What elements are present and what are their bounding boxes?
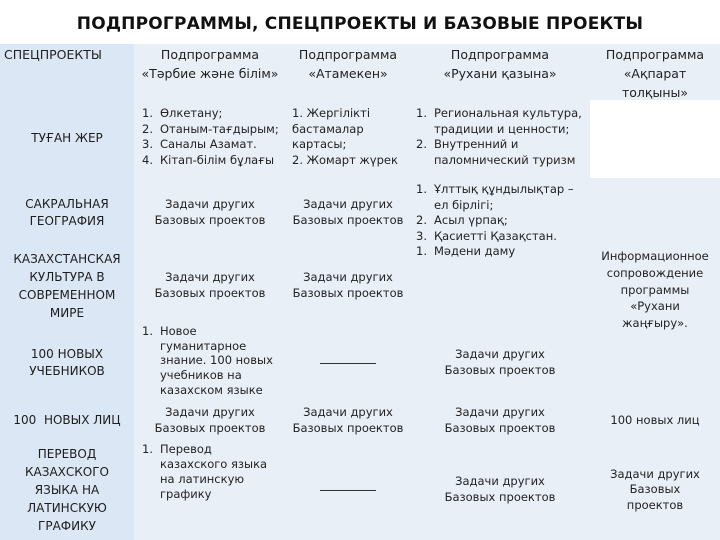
header-tarbie: [134, 44, 286, 100]
tugan-zher-atameken-line2: бастамалар: [292, 121, 364, 136]
latin-tarbie-list: [142, 442, 282, 502]
tugan-zher-rukhani-item-text: Внутренний и паломнический туризм: [434, 137, 576, 167]
header-atameken-line1: Подпрограмма: [298, 47, 398, 62]
tugan-zher-rukhani-list: [416, 106, 586, 168]
faces-rukhani: [410, 402, 590, 440]
tugan-zher-rukhani-item: [416, 137, 586, 168]
row-head-kaz-culture-line2: КУЛЬТУРА В: [29, 270, 105, 284]
header-rukhani: [410, 44, 590, 100]
tugan-zher-tarbie-item-number: 4.: [142, 152, 153, 167]
tugan-zher-tarbie-item: [142, 106, 284, 122]
sacral-rukhani-item: [416, 244, 586, 260]
sacral-rukhani-item: [416, 213, 586, 229]
row-head-latin: [0, 440, 134, 540]
sacral-rukhani-item-text: Мәдени даму: [434, 244, 516, 259]
textbooks-atameken-dash: [320, 362, 376, 364]
header-tarbie-line1: Подпрограмма: [160, 47, 260, 62]
header-akparat-line2: «Ақпарат: [623, 65, 687, 81]
textbooks-tarbie-list: [142, 324, 282, 398]
tugan-zher-tarbie-item-text: Отаным-тағдырым;: [160, 121, 279, 136]
row-head-sacral-line1: САКРАЛЬНАЯ: [25, 196, 109, 211]
sacral-atameken-text: Задачи других Базовых проектов: [292, 197, 404, 227]
faces-rukhani-text: Задачи других Базовых проектов: [444, 405, 556, 435]
faces-atameken: [286, 402, 410, 440]
row-head-latin-line4: ЛАТИНСКУЮ: [27, 501, 107, 515]
row-head-kaz-culture-line4: МИРЕ: [49, 306, 85, 320]
sacral-rukhani-item-text: Ұлттық құндылықтар – ел бірлігі;: [434, 182, 574, 212]
textbooks-tarbie-item: [142, 324, 282, 398]
latin-akparat: [590, 440, 720, 540]
tugan-zher-atameken-line3: картасы;: [292, 137, 347, 152]
latin-atameken-dash: [320, 489, 376, 491]
latin-rukhani: [410, 440, 590, 540]
row-head-textbooks-line2: УЧЕБНИКОВ: [29, 364, 105, 378]
row-head-faces-label: 100 НОВЫХ ЛИЦ: [13, 413, 121, 428]
tugan-zher-atameken-line1: 1. Жергілікті: [292, 106, 371, 120]
faces-tarbie-text: Задачи других Базовых проектов: [154, 405, 266, 435]
tugan-zher-tarbie-item-number: 3.: [142, 137, 153, 152]
latin-tarbie-item-text: Перевод казахского языка на латинскую графику: [160, 442, 268, 501]
textbooks-atameken: [286, 324, 410, 402]
sacral-tarbie-text: Задачи других Базовых проектов: [154, 197, 266, 227]
tugan-zher-rukhani-item: [416, 106, 586, 137]
row-head-textbooks: [0, 324, 134, 402]
sacral-rukhani-item-text: Қасиетті Қазақстан.: [434, 228, 557, 243]
tugan-zher-tarbie: [134, 100, 286, 178]
latin-rukhani-text: Задачи других Базовых проектов: [444, 474, 556, 504]
header-akparat: [590, 44, 720, 100]
textbooks-rukhani: [410, 324, 590, 402]
row-head-latin-line2: КАЗАХСКОГО: [25, 465, 109, 479]
header-akparat-line3: толқыны»: [621, 84, 689, 100]
tugan-zher-tarbie-item: [142, 153, 284, 169]
sacral-tarbie: [134, 178, 286, 248]
tugan-zher-tarbie-item-number: 2.: [142, 121, 153, 136]
row-head-latin-line3: ЯЗЫКА НА: [34, 483, 100, 497]
header-spec-projects: [0, 44, 134, 100]
sacral-rukhani-item-number: 1.: [416, 182, 427, 196]
header-rukhani-line1: Подпрограмма: [450, 47, 550, 62]
header-atameken: [286, 44, 410, 100]
tugan-zher-atameken: [286, 100, 410, 178]
row-head-textbooks-line1: 100 НОВЫХ: [30, 346, 104, 361]
faces-atameken-text: Задачи других Базовых проектов: [292, 405, 404, 435]
header-akparat-line1: Подпрограмма: [605, 47, 705, 62]
sacral-kaz-culture-rukhani: [410, 178, 590, 324]
latin-tarbie-item: [142, 442, 282, 502]
sacral-rukhani-item: [416, 229, 586, 245]
tugan-zher-rukhani-item-number: 2.: [416, 137, 427, 152]
row-head-kaz-culture: [0, 248, 134, 324]
header-tarbie-line2: «Тәрбие және білім»: [141, 65, 279, 81]
row-head-tugan-zher-label: ТУҒАН ЖЕР: [31, 131, 103, 146]
row-head-kaz-culture-line3: СОВРЕМЕННОМ: [18, 288, 116, 302]
textbooks-tarbie-item-number: 1.: [142, 324, 153, 338]
tugan-zher-rukhani-item-number: 1.: [416, 106, 427, 120]
latin-akparat-text: Задачи других Базовых проектов: [610, 466, 700, 512]
row-head-sacral: [0, 178, 134, 248]
tugan-zher-tarbie-list: [142, 106, 284, 168]
kaz-culture-atameken: [286, 248, 410, 324]
row-head-tugan-zher: [0, 100, 134, 178]
sacral-akparat: [590, 178, 720, 402]
textbooks-rukhani-text: Задачи других Базовых проектов: [444, 347, 556, 377]
row-head-latin-line1: ПЕРЕВОД: [37, 447, 97, 461]
latin-tarbie-item-number: 1.: [142, 442, 153, 456]
sacral-rukhani-list: [416, 182, 586, 260]
tugan-zher-atameken-line4: 2. Жомарт жүрек: [292, 152, 398, 167]
tugan-zher-tarbie-item-text: Кітап-білім бұлағы: [160, 152, 275, 167]
kaz-culture-atameken-text: Задачи других Базовых проектов: [292, 270, 404, 300]
faces-tarbie: [134, 402, 286, 440]
row-head-kaz-culture-line1: КАЗАХСТАНСКАЯ: [13, 252, 121, 266]
textbooks-tarbie-item-text: Новое гуманитарное знание. 100 новых учебников на казахском языке: [160, 324, 273, 397]
sacral-atameken: [286, 178, 410, 248]
latin-atameken: [286, 440, 410, 540]
tugan-zher-rukhani-item-text: Региональная культура, традиции и ценности;: [434, 106, 582, 136]
sacral-rukhani-item-text: Асыл үрпақ;: [434, 213, 508, 228]
header-spec-projects-label: СПЕЦПРОЕКТЫ: [4, 47, 102, 62]
faces-akparat: [590, 402, 720, 440]
tugan-zher-rukhani: [410, 100, 590, 178]
tugan-zher-tarbie-item-text: Саналы Азамат.: [160, 137, 257, 152]
sacral-rukhani-item-number: 1.: [416, 244, 427, 259]
tugan-zher-tarbie-item-number: 1.: [142, 106, 153, 120]
row-head-latin-line5: ГРАФИКУ: [38, 519, 96, 533]
sacral-akparat-text: Информационное сопровождение программы «Рухани жаңғыру».: [601, 249, 709, 330]
row-head-sacral-line2: ГЕОГРАФИЯ: [29, 214, 105, 228]
kaz-culture-tarbie: [134, 248, 286, 324]
header-rukhani-line2: «Рухани қазына»: [443, 65, 557, 81]
sacral-rukhani-item: [416, 182, 586, 213]
row-head-faces: [0, 402, 134, 440]
tugan-zher-tarbie-item: [142, 122, 284, 138]
tugan-zher-tarbie-item-text: Өлкетану;: [160, 106, 223, 120]
header-atameken-line2: «Атамекен»: [308, 65, 388, 81]
tugan-zher-tarbie-item: [142, 137, 284, 153]
faces-akparat-text: 100 новых лиц: [610, 413, 700, 428]
page-title: ПОДПРОГРАММЫ, СПЕЦПРОЕКТЫ И БАЗОВЫЕ ПРОЕКТЫ: [76, 14, 644, 34]
sacral-rukhani-item-number: 2.: [416, 213, 427, 228]
textbooks-tarbie: [134, 324, 286, 402]
sacral-rukhani-item-number: 3.: [416, 228, 427, 243]
latin-tarbie: [134, 440, 286, 540]
kaz-culture-tarbie-text: Задачи других Базовых проектов: [154, 270, 266, 300]
